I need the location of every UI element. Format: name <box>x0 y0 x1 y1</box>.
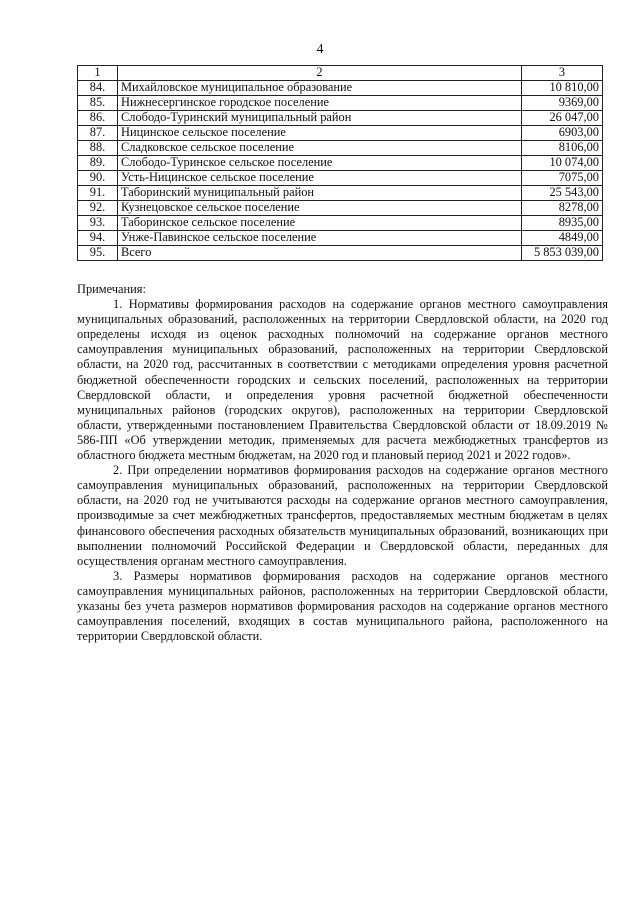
table-row <box>78 231 603 246</box>
column-header-name: 2 <box>118 66 522 81</box>
column-header-value: 3 <box>522 66 603 81</box>
column-header-number: 1 <box>78 66 118 81</box>
row-number: 94. <box>78 231 118 246</box>
table-row <box>78 201 603 216</box>
norm-value: 10 810,00 <box>522 81 603 96</box>
table-row <box>78 216 603 231</box>
table-row <box>78 141 603 156</box>
municipality-name: Таборинский муниципальный район <box>118 186 522 201</box>
row-number: 85. <box>78 96 118 111</box>
municipality-name: Унже-Павинское сельское поселение <box>118 231 522 246</box>
municipality-name: Слободо-Туринское сельское поселение <box>118 156 522 171</box>
municipality-name: Слободо-Туринский муниципальный район <box>118 111 522 126</box>
row-number: 86. <box>78 111 118 126</box>
norm-value: 7075,00 <box>522 171 603 186</box>
expense-norms-table <box>77 65 603 261</box>
norm-value: 26 047,00 <box>522 111 603 126</box>
note-paragraph-3: 3. Размеры нормативов формирования расходов на содержание органов местного самоуправления муниципальных районов, расположенных на территории Свердловской области, указаны без учета размеров нормативов формирования расходов на содержание органов местного самоуправления поселений, входящих в состав муниципального района, расположенного на территории Свердловской области. <box>77 568 608 644</box>
norm-value: 8935,00 <box>522 216 603 231</box>
row-number: 92. <box>78 201 118 216</box>
municipality-name: Таборинское сельское поселение <box>118 216 522 231</box>
notes-title: Примечания: <box>77 282 146 296</box>
norm-value: 6903,00 <box>522 126 603 141</box>
notes-section <box>77 282 608 644</box>
total-value: 5 853 039,00 <box>522 246 603 261</box>
row-number: 87. <box>78 126 118 141</box>
municipality-name: Кузнецовское сельское поселение <box>118 201 522 216</box>
municipality-name: Нижнесергинское городское поселение <box>118 96 522 111</box>
table-row <box>78 81 603 96</box>
page-number: 4 <box>316 42 324 57</box>
norm-value: 4849,00 <box>522 231 603 246</box>
table-header-row <box>78 66 603 81</box>
note-paragraph-2: 2. При определении нормативов формирования расходов на содержание органов местного самоуправления муниципальных образований, расположенных на территории Свердловской области, на 2020 год не учитываются расходы на содержание органов местного самоуправления, производимые за счет межбюджетных трансфертов, предоставляемых местным бюджетам в целях финансового обеспечения расходных обязательств муниципальных образований, возникающих при выполнении полномочий Российской Федерации и Свердловской области, переданных для осуществления органам местного самоуправления. <box>77 463 608 568</box>
table-row <box>78 126 603 141</box>
table-row <box>78 186 603 201</box>
norm-value: 8106,00 <box>522 141 603 156</box>
municipality-name: Усть-Ницинское сельское поселение <box>118 171 522 186</box>
municipality-name: Ницинское сельское поселение <box>118 126 522 141</box>
norm-value: 9369,00 <box>522 96 603 111</box>
row-number: 90. <box>78 171 118 186</box>
row-number: 93. <box>78 216 118 231</box>
table-row <box>78 156 603 171</box>
table-row <box>78 111 603 126</box>
table-total-row <box>78 246 603 261</box>
table-row <box>78 96 603 111</box>
row-number: 89. <box>78 156 118 171</box>
note-paragraph-1: 1. Нормативы формирования расходов на содержание органов местного самоуправления муниципальных образований, расположенных на территории Свердловской области, на 2020 год определены исходя из оценок расходных полномочий на содержание органов местного самоуправления муниципальных образований, расположенных на территории Свердловской области, на 2020 год, рассчитанных в соответствии с методиками определения уровня расчетной бюджетной обеспеченности городских и сельских поселений, расположенных на территории Свердловской области, и определения уровня расчетной бюджетной обеспеченности муниципальных районов (городских округов), расположенных на территории Свердловской области, утвержденными постановлением Правительства Свердловской области от 18.09.2019 № 586-ПП «Об утверждении методик, применяемых для расчета межбюджетных трансфертов из областного бюджета местным бюджетам, на 2020 год и плановый период 2021 и 2022 годов». <box>77 297 608 463</box>
norm-value: 10 074,00 <box>522 156 603 171</box>
norm-value: 8278,00 <box>522 201 603 216</box>
row-number: 88. <box>78 141 118 156</box>
row-number: 84. <box>78 81 118 96</box>
row-number: 95. <box>78 246 118 261</box>
municipality-name: Сладковское сельское поселение <box>118 141 522 156</box>
row-number: 91. <box>78 186 118 201</box>
total-label: Всего <box>118 246 522 261</box>
table-row <box>78 171 603 186</box>
municipality-name: Михайловское муниципальное образование <box>118 81 522 96</box>
norm-value: 25 543,00 <box>522 186 603 201</box>
